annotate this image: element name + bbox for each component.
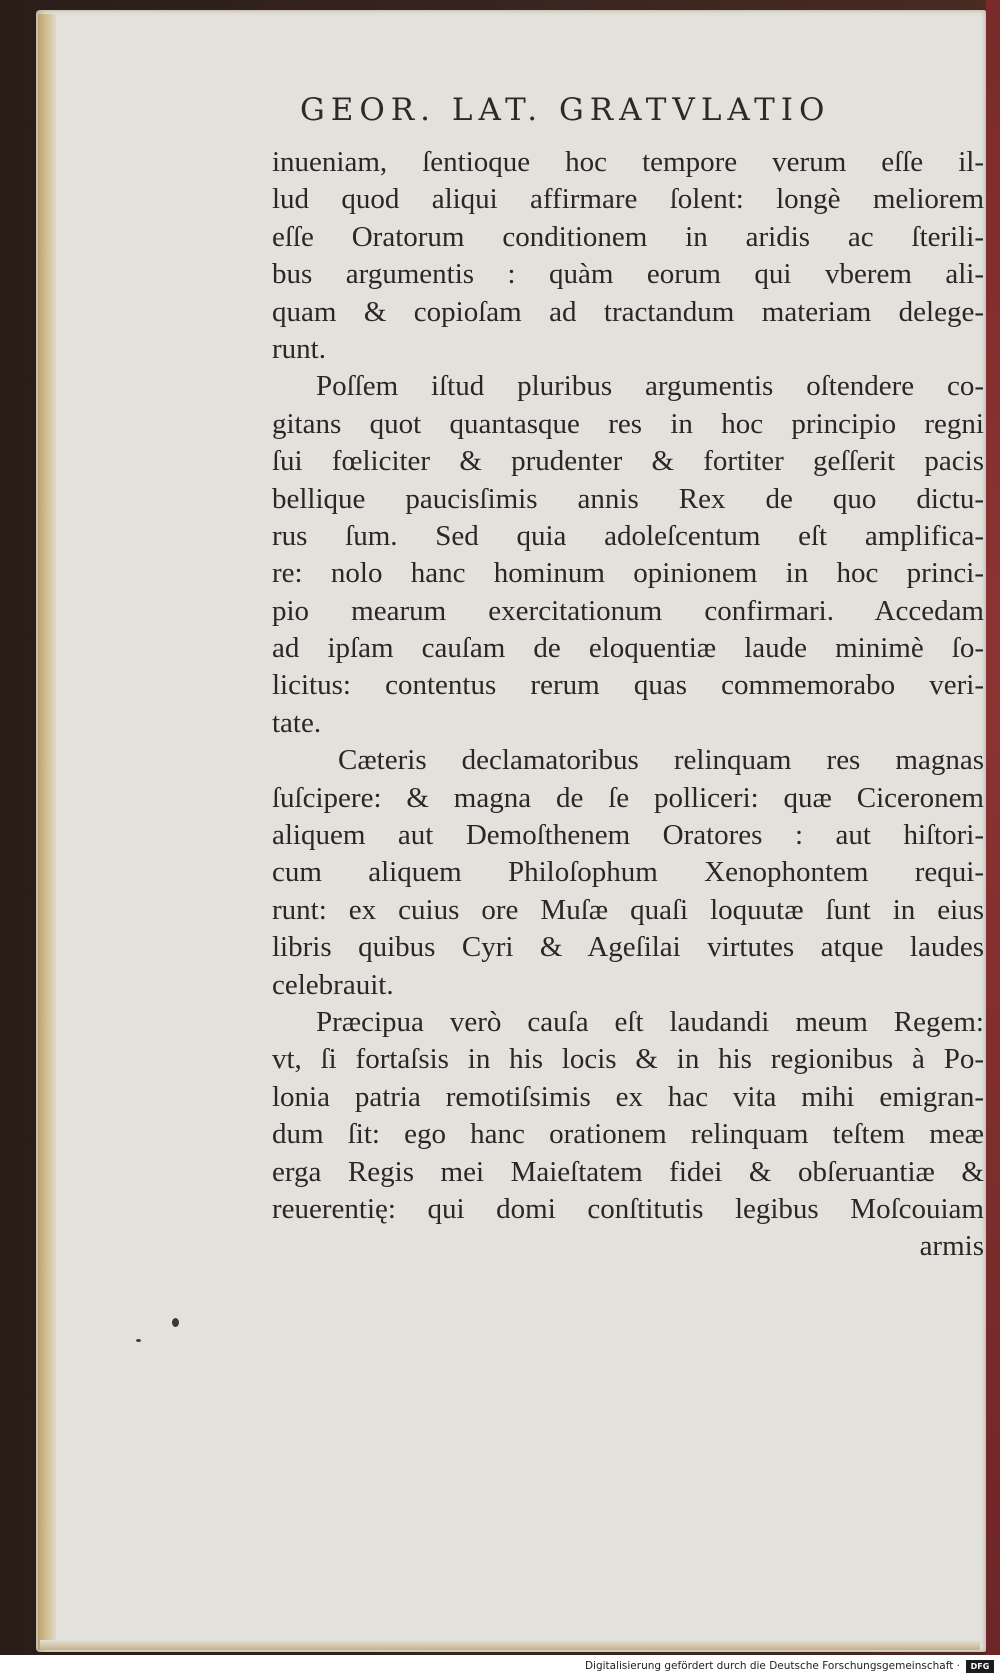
page-stack-edge	[38, 14, 56, 1650]
catchword: armis	[919, 1230, 984, 1263]
text-line: quam & copioſam ad tractandum materiam delege-	[272, 295, 984, 328]
text-line: gitans quot quantasque res in hoc principio regni	[272, 407, 984, 440]
text-line: libris quibus Cyri & Ageſilai virtutes atque laudes	[272, 931, 984, 964]
text-line: ſuſcipere: & magna de ſe polliceri: quæ Ciceronem	[272, 781, 984, 814]
text-line: rus ſum. Sed quia adoleſcentum eſt amplifica-	[272, 519, 984, 552]
text-line: re: nolo hanc hominum opinionem in hoc princi-	[272, 557, 984, 590]
text-line: licitus: contentus rerum quas commemorabo veri-	[272, 669, 984, 702]
text-line: Præcipua verò cauſa eſt laudandi meum Regem:	[316, 1005, 984, 1038]
body-text	[272, 144, 984, 1266]
book-cover-edge	[986, 0, 1000, 1655]
text-line: bellique paucisſimis annis Rex de quo dictu-	[272, 482, 984, 515]
text-line: inueniam, ſentioque hoc tempore verum eſſe il-	[272, 146, 984, 178]
text-line: lonia patria remotiſsimis ex hac vita mihi emigran-	[272, 1080, 984, 1113]
text-line: celebrauit.	[272, 968, 394, 1001]
text-line: ſui fœliciter & prudenter & fortiter geſſerit pacis	[272, 445, 984, 478]
text-line: cum aliquem Philoſophum Xenophontem requi-	[272, 856, 984, 889]
text-line: eſſe Oratorum conditionem in aridis ac ſterili-	[272, 220, 984, 253]
text-line: runt: ex cuius ore Muſæ quaſi loquutæ ſunt in eius	[272, 893, 984, 926]
text-line: pio mearum exercitationum confirmari. Accedam	[272, 594, 984, 627]
text-line: Poſſem iſtud pluribus argumentis oſtendere co-	[316, 370, 984, 403]
text-line: aliquem aut Demoſthenem Oratores : aut hiſtori-	[272, 819, 984, 852]
text-line: erga Regis mei Maieſtatem fidei & obſeruantiæ &	[272, 1155, 984, 1188]
page-bottom-edge	[40, 1640, 980, 1650]
text-line: dum ſit: ego hanc orationem relinquam teſtem meæ	[272, 1118, 984, 1151]
text-line: runt.	[272, 332, 326, 365]
ink-spot	[172, 1318, 179, 1327]
text-line: bus argumentis : quàm eorum qui vberem ali-	[272, 258, 984, 291]
text-line: Cæteris declamatoribus relinquam res magnas	[338, 744, 984, 777]
running-head: GEOR. LAT. GRATVLATIO	[300, 92, 831, 128]
text-line: ad ipſam cauſam de eloquentiæ laude minimè ſo-	[272, 632, 984, 665]
text-line: reuerentię: qui domi conſtitutis legibus Moſcouiam	[272, 1192, 984, 1225]
dfg-logo: DFG	[966, 1660, 994, 1673]
text-line: lud quod aliqui affirmare ſolent: longè meliorem	[272, 183, 984, 216]
funding-credit: Digitalisierung gefördert durch die Deutsche Forschungsgemeinschaft ·	[584, 1660, 960, 1672]
text-line: vt, ſi fortaſsis in his locis & in his regionibus à Po-	[272, 1043, 984, 1076]
ink-spot	[136, 1339, 141, 1342]
text-line: tate.	[272, 706, 322, 739]
